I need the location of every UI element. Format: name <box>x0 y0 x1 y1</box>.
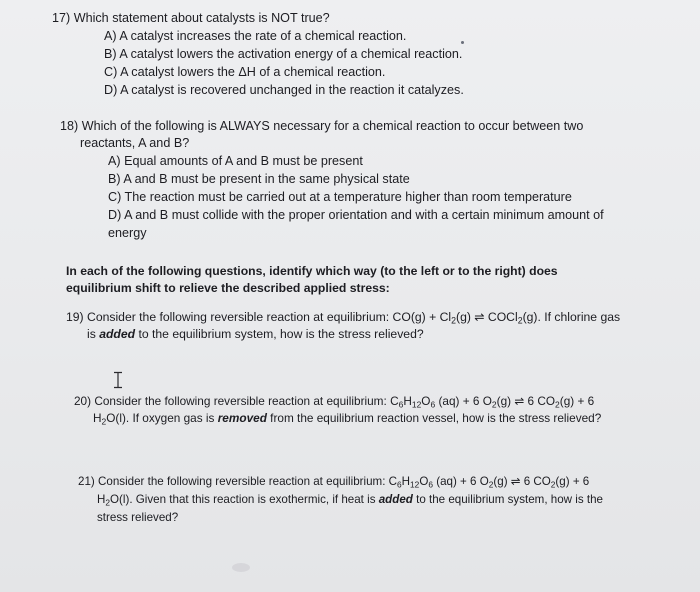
stray-mark <box>461 41 464 44</box>
question-18-option-d: D) A and B must collide with the proper orientation and with a certain minimum amount of energy <box>108 208 604 240</box>
question-19-line-1 <box>66 309 620 326</box>
question-17-option-b: B) A catalyst lowers the activation energy of a chemical reaction. <box>104 47 463 61</box>
question-19-reaction: $CO(g) + Cl_2(g)$ ⇌ COCl$_2$(g). <box>392 310 541 326</box>
question-21-number: 21) <box>78 475 95 488</box>
question-19-prefix: Consider the following reversible reaction at equilibrium: <box>87 310 390 324</box>
question-17-option-d: D) A catalyst is recovered unchanged in the reaction it catalyzes. <box>104 83 464 97</box>
question-19-tail: If chlorine gas <box>544 310 621 324</box>
equilibrium-instructions: In each of the following questions, identify which way (to the left or to the right) does equilibrium shift to relieve the described applied stress: <box>66 264 558 295</box>
question-19 <box>66 309 620 343</box>
question-20 <box>74 393 601 427</box>
emphasis-removed: removed <box>217 411 267 425</box>
question-21-prefix: Consider the following reversible reaction at equilibrium: <box>98 475 386 488</box>
question-20-line-2: $H_2O(l)$. If oxygen gas is removed from the equilibrium reaction vessel, how is the stress relieved? <box>93 411 602 427</box>
question-21-line-2: $H_2O(l)$. Given that this reaction is exothermic, if heat is added to the equilibrium system, how is the <box>97 493 603 508</box>
question-19-number: 19) <box>66 310 84 324</box>
question-20-number: 20) <box>74 394 92 408</box>
question-18-stem-line-2: reactants, A and B? <box>80 136 190 150</box>
question-19-line-2: is added to the equilibrium system, how is the stress relieved? <box>87 327 424 341</box>
question-17-option-a: A) A catalyst increases the rate of a chemical reaction. <box>104 29 407 43</box>
paper-smudge <box>232 563 250 572</box>
question-17-option-c: C) A catalyst lowers the ΔH of a chemical reaction. <box>104 65 386 79</box>
question-21-line-3: stress relieved? <box>97 511 179 524</box>
question-18-stem-line-1: 18) Which of the following is ALWAYS necessary for a chemical reaction to occur between two <box>60 119 584 133</box>
question-18-option-a: A) Equal amounts of A and B must be present <box>108 154 363 168</box>
question-20-reaction: $C_6H_{12}O_6$ (aq) + 6 $O_2(g)$ ⇌ 6 $CO_2(g) + 6$ <box>390 394 595 410</box>
question-21 <box>78 473 603 527</box>
question-18-option-b: B) A and B must be present in the same physical state <box>108 172 410 186</box>
text-cursor-icon <box>112 371 124 389</box>
question-17 <box>52 10 464 99</box>
question-20-line-1 <box>74 393 601 410</box>
question-21-line-1 <box>78 473 603 491</box>
question-18 <box>60 118 618 242</box>
emphasis-added: added <box>99 327 136 341</box>
question-20-prefix: Consider the following reversible reaction at equilibrium: <box>94 394 387 408</box>
emphasis-added: added <box>378 493 413 506</box>
question-21-reaction: $C_6H_{12}O_6$ (aq) + 6 $O_2(g)$ ⇌ 6 $CO_2(g) + 6$ <box>388 475 590 490</box>
question-17-stem: 17) Which statement about catalysts is NOT true? <box>52 11 330 25</box>
question-18-option-c: C) The reaction must be carried out at a temperature higher than room temperature <box>108 190 572 204</box>
